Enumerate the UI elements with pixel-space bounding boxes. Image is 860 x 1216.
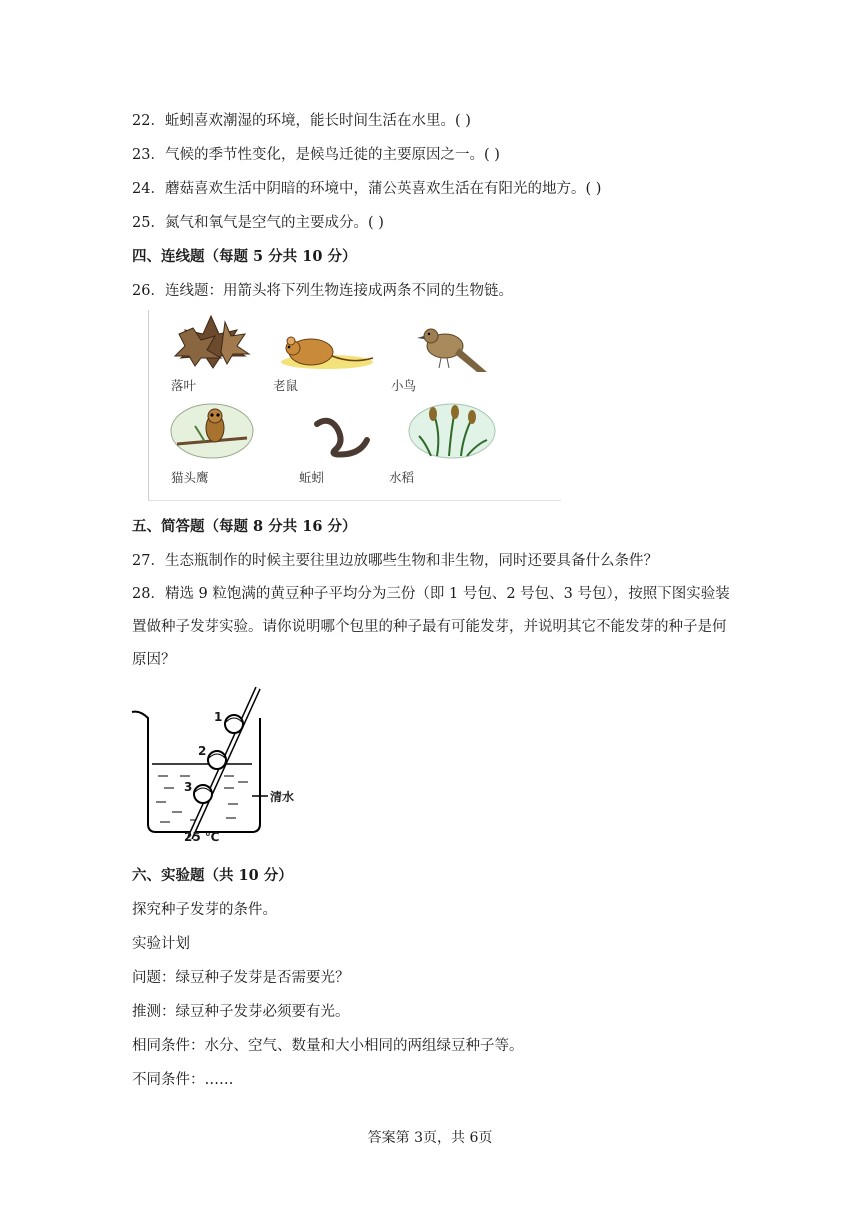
question-23: 23．气候的季节性变化，是候鸟迁徙的主要原因之一。( ) bbox=[132, 147, 500, 163]
section-5-heading: 五、简答题（每题 8 分共 16 分） bbox=[132, 518, 357, 535]
label-earthworm: 蚯蚓 bbox=[299, 470, 325, 485]
experiment-line-6: 不同条件：…… bbox=[132, 1072, 234, 1088]
earthworm-image bbox=[311, 414, 373, 460]
experiment-line-5: 相同条件：水分、空气、数量和大小相同的两组绿豆种子等。 bbox=[132, 1038, 524, 1054]
owl-image bbox=[169, 402, 255, 460]
label-mouse: 老鼠 bbox=[273, 378, 299, 393]
rice-image bbox=[407, 402, 497, 460]
seed-germination-apparatus bbox=[128, 684, 318, 846]
experiment-line-4: 推测：绿豆种子发芽必须要有光。 bbox=[132, 1004, 350, 1020]
label-owl: 猫头鹰 bbox=[171, 470, 209, 485]
mouse-image bbox=[277, 328, 377, 372]
experiment-line-1: 探究种子发芽的条件。 bbox=[132, 902, 277, 918]
label-fallen-leaves: 落叶 bbox=[171, 378, 197, 393]
label-rice: 水稻 bbox=[389, 470, 415, 485]
bag-1-label: 1 bbox=[214, 710, 223, 724]
section-4-heading: 四、连线题（每题 5 分共 10 分） bbox=[132, 248, 357, 265]
fallen-leaves-image bbox=[171, 312, 251, 370]
bag-2-label: 2 bbox=[198, 744, 207, 758]
question-26: 26．连线题：用箭头将下列生物连接成两条不同的生物链。 bbox=[132, 283, 513, 299]
experiment-line-2: 实验计划 bbox=[132, 936, 190, 952]
label-bird: 小鸟 bbox=[391, 378, 417, 393]
question-22: 22．蚯蚓喜欢潮湿的环境，能长时间生活在水里。( ) bbox=[132, 113, 471, 129]
bag-3-label: 3 bbox=[184, 780, 193, 794]
temperature-label: 25 ℃ bbox=[184, 830, 220, 844]
question-25: 25．氮气和氧气是空气的主要成分。( ) bbox=[132, 215, 384, 231]
question-24: 24．蘑菇喜欢生活中阴暗的环境中，蒲公英喜欢生活在有阳光的地方。( ) bbox=[132, 181, 602, 197]
page-footer: 答案第 3页，共 6页 bbox=[367, 1130, 493, 1146]
bird-image bbox=[411, 316, 491, 376]
beaker-diagram bbox=[128, 684, 318, 846]
question-27: 27．生态瓶制作的时候主要往里边放哪些生物和非生物，同时还要具备什么条件？ bbox=[132, 553, 658, 569]
food-chain-figure bbox=[148, 310, 561, 501]
water-label: 清水 bbox=[270, 790, 295, 804]
experiment-line-3: 问题：绿豆种子发芽是否需要光？ bbox=[132, 970, 350, 986]
question-28: 28．精选 9 粒饱满的黄豆种子平均分为三份（即 1 号包、2 号包、3 号包），按照下图实验装置做种子发芽实验。请你说明哪个包里的种子最有可能发芽，并说明其它不能发芽的种子是何原因？ bbox=[132, 586, 730, 668]
section-6-heading: 六、实验题（共 10 分） bbox=[132, 867, 293, 884]
